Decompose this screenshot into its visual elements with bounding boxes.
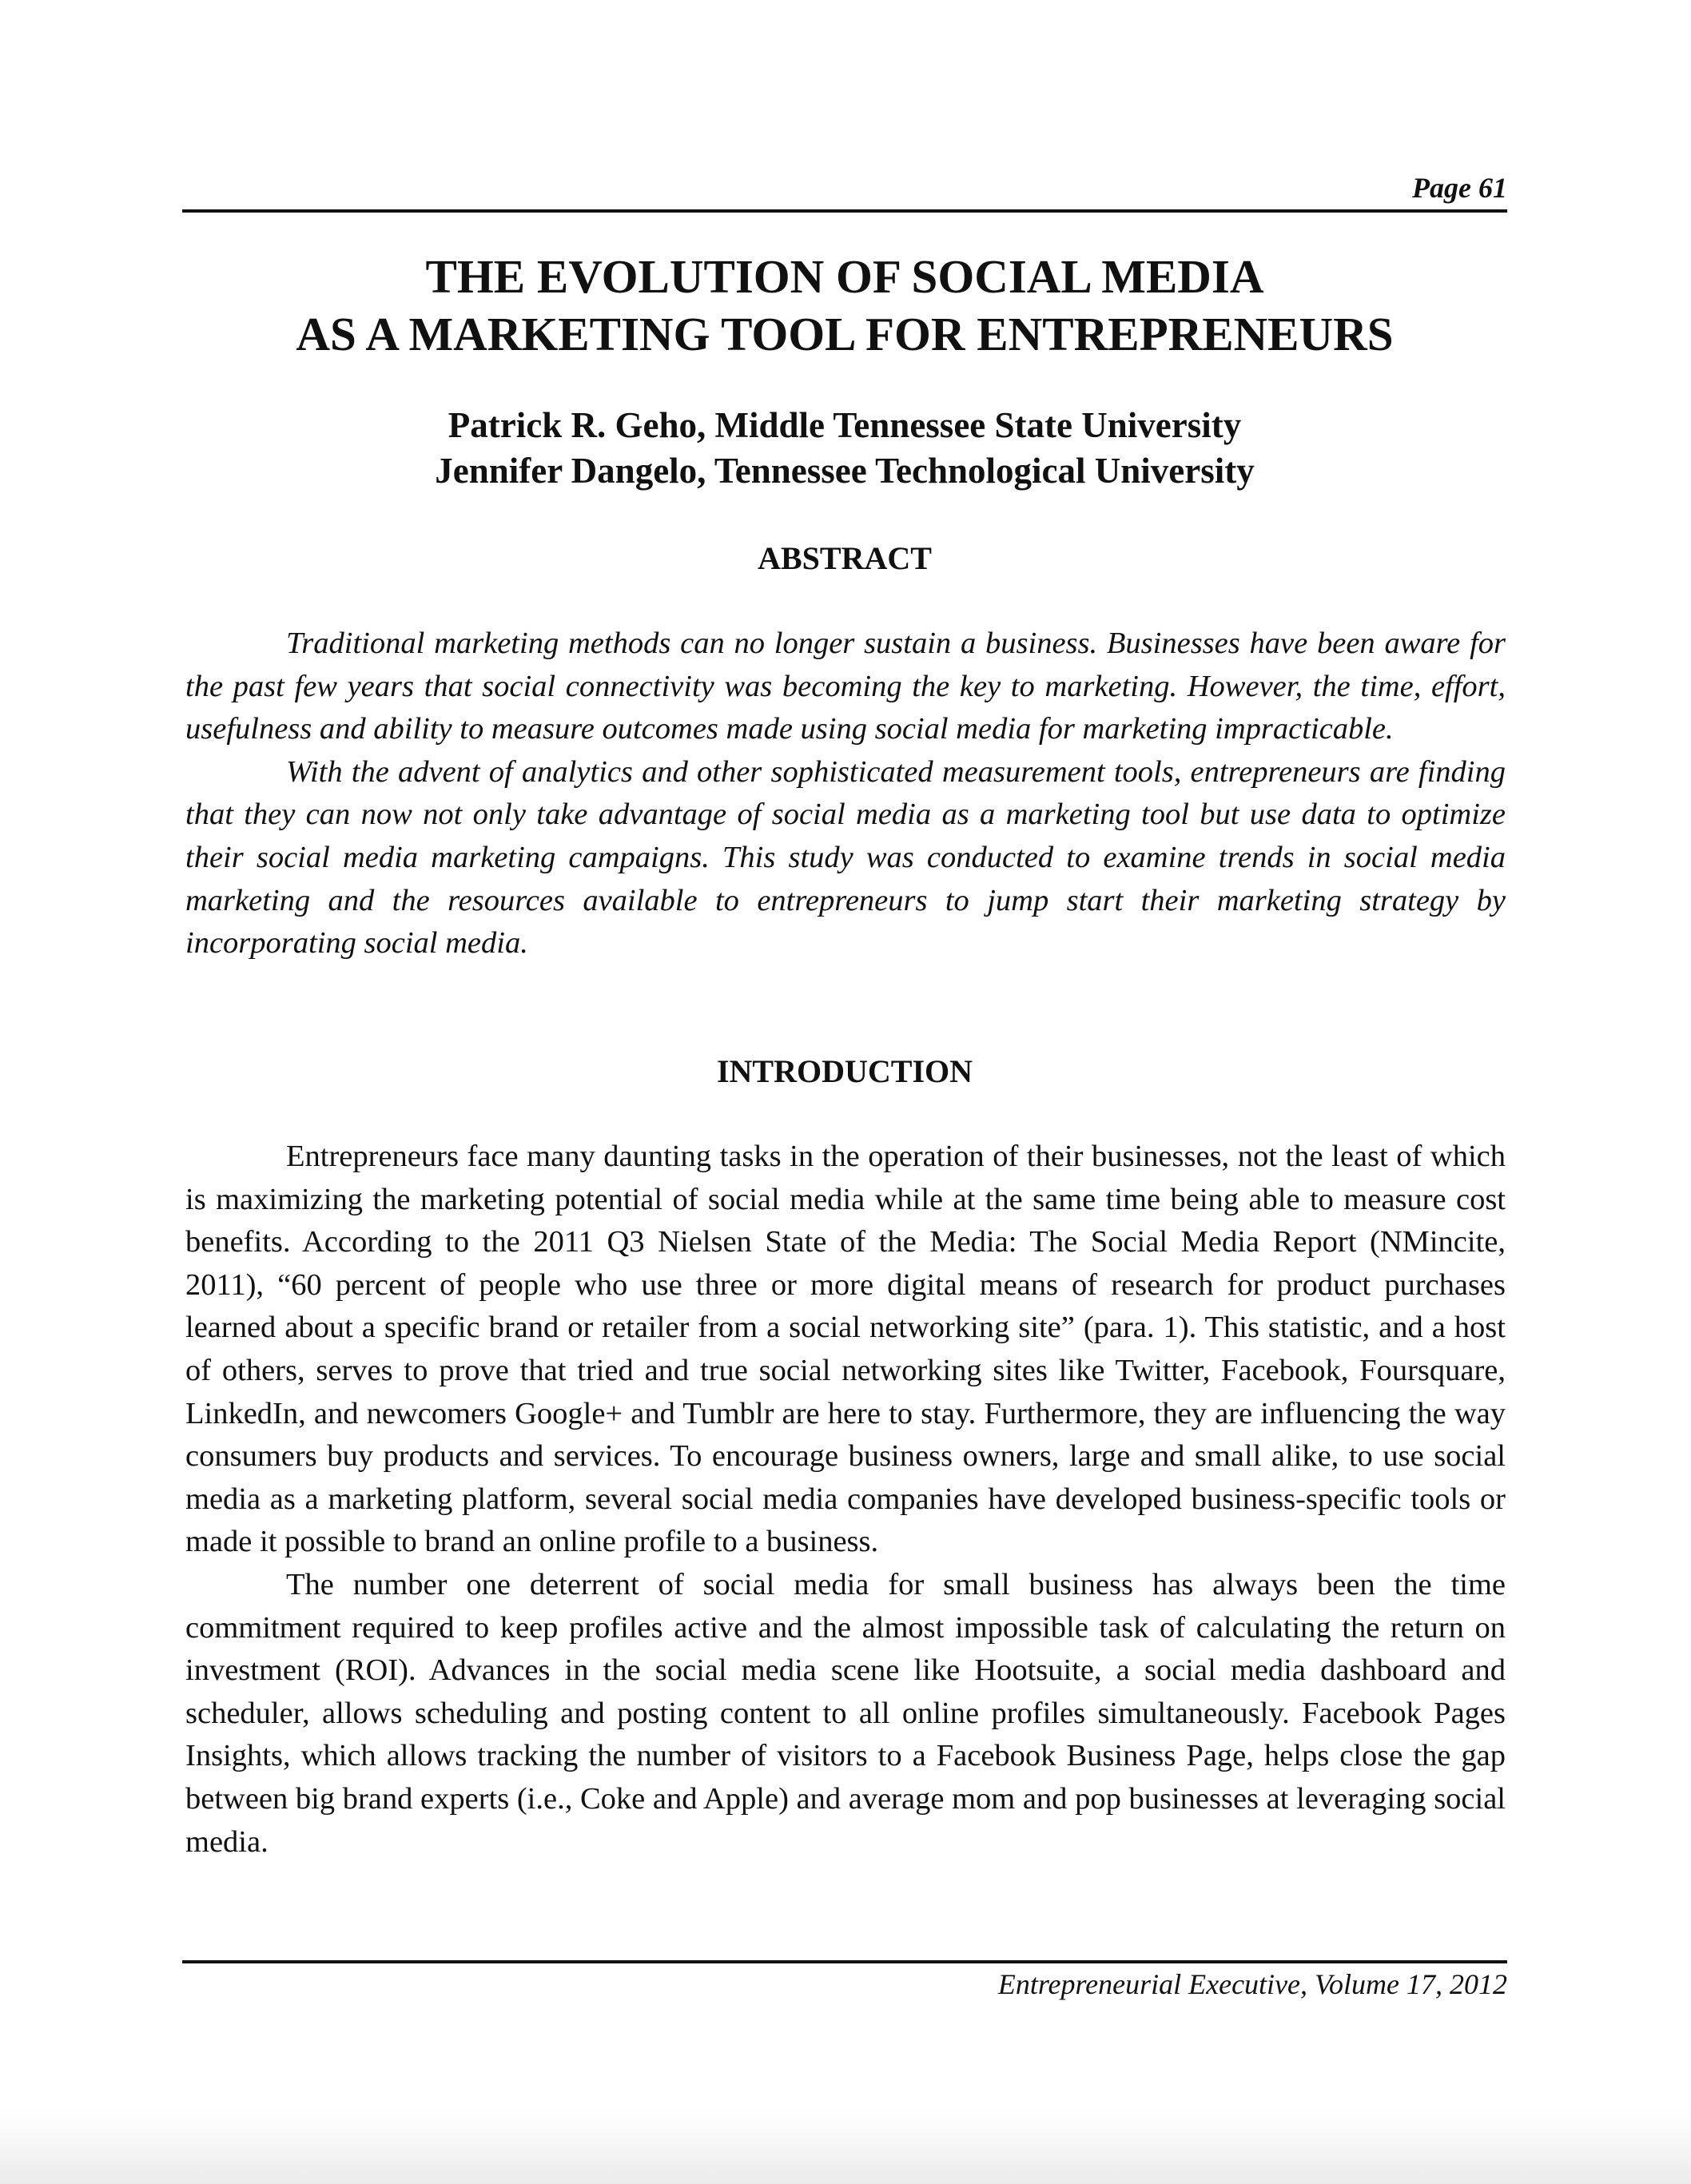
abstract-heading: ABSTRACT: [758, 540, 932, 576]
abstract-body: [185, 623, 1506, 965]
introduction-body: [185, 1136, 1506, 1864]
title-line-1: THE EVOLUTION OF SOCIAL MEDIA: [425, 250, 1264, 303]
introduction-heading: INTRODUCTION: [716, 1053, 973, 1089]
page-number: Page 61: [1412, 172, 1507, 204]
footer-rule: [182, 1960, 1507, 1963]
author-2: Jennifer Dangelo, Tennessee Technological University: [435, 451, 1255, 491]
page-edge-shadow: [0, 2112, 1691, 2184]
author-1: Patrick R. Geho, Middle Tennessee State University: [448, 405, 1242, 445]
paper-title: [182, 248, 1507, 363]
header-rule: [182, 209, 1507, 213]
author-list: [182, 403, 1507, 494]
introduction-paragraph-2: The number one deterrent of social media for small business has always been the time commitment required to keep profiles active and the almost impossible task of calculating the return on investment (ROI). Advances in the social media scene like Hootsuite, a social media dashboard and scheduler, allows scheduling and posting content to all online profiles simultaneously. Facebook Pages Insights, which allows tracking the number of visitors to a Facebook Business Page, helps close the gap between big brand experts (i.e., Coke and Apple) and average mom and pop businesses at leveraging social media.: [185, 1567, 1506, 1859]
journal-footer: Entrepreneurial Executive, Volume 17, 2012: [997, 1968, 1507, 2000]
abstract-paragraph-2: With the advent of analytics and other sophisticated measurement tools, entrepreneurs are finding that they can now not only take advantage of social media as a marketing tool but use data to optimize their social media marketing campaigns. This study was conducted to examine trends in social media marketing and the resources available to entrepreneurs to jump start their marketing strategy by incorporating social media.: [185, 754, 1506, 961]
introduction-paragraph-1: Entrepreneurs face many daunting tasks in the operation of their businesses, not the least of which is maximizing the marketing potential of social media while at the same time being able to measure cost benefits. According to the 2011 Q3 Nielsen State of the Media: The Social Media Report (NMincite, 2011), “60 percent of people who use three or more digital means of research for product purchases learned about a specific brand or retailer from a social networking site” (para. 1). This statistic, and a host of others, serves to prove that tried and true social networking sites like Twitter, Facebook, Foursquare, LinkedIn, and newcomers Google+ and Tumblr are here to stay. Furthermore, they are influencing the way consumers buy products and services. To encourage business owners, large and small alike, to use social media as a marketing platform, several social media companies have developed business-specific tools or made it possible to brand an online profile to a business.: [185, 1140, 1506, 1559]
title-line-2: AS A MARKETING TOOL FOR ENTREPRENEURS: [296, 308, 1394, 360]
abstract-paragraph-1: Traditional marketing methods can no longer sustain a business. Businesses have been aware for the past few years that social connectivity was becoming the key to marketing. However, the time, effort, usefulness and ability to measure outcomes made using social media for marketing impracticable.: [185, 627, 1506, 746]
